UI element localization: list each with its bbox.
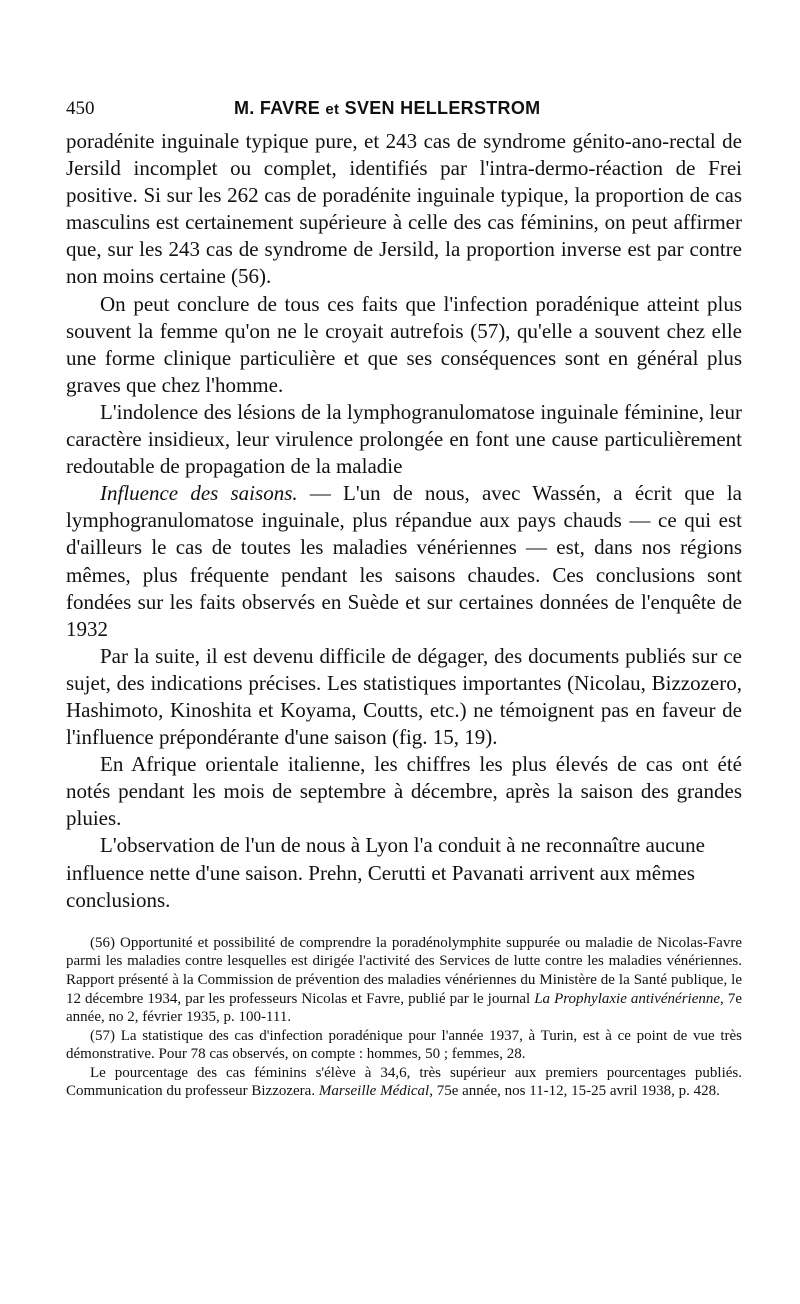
page-header — [66, 92, 742, 128]
footnote-57-cont-text-b: , 75e année, nos 11-12, 15-25 avril 1938, p. 428. — [429, 1083, 720, 1100]
running-title-et: et — [325, 101, 340, 118]
body-text — [66, 128, 742, 914]
footnote-57-cont-text-a: Le pourcentage des cas féminins s'élève à 34,6, très supérieur aux premiers pourcentages publiés. Communication du professeur Bizzozera. — [66, 1064, 742, 1100]
paragraph-4 — [66, 480, 742, 643]
paragraph-7: L'observation de l'un de nous à Lyon l'a conduit à ne reconnaître aucune influence nette d'une saison. Prehn, Cerutti et Pavanati arrivent aux mêmes conclusions. — [66, 833, 705, 912]
footnote-56-text-b: , 7e année, no 2, février 1935, p. 100-111. — [66, 990, 742, 1026]
footnote-57: (57) La statistique des cas d'infection poradénique pour l'année 1937, à Turin, est à ce point de vue très démonstrative. Pour 78 cas observés, on compte : hommes, 50 ; femmes, 28. — [66, 1027, 742, 1063]
footnote-57-continued — [66, 1064, 742, 1101]
paragraph-2: On peut conclure de tous ces faits que l'infection poradénique atteint plus souvent la femme qu'on ne le croyait autrefois (57), qu'elle a souvent chez elle une forme clinique particulière et que ses conséquences sont en général plus graves que chez l'homme. — [66, 291, 742, 397]
page-number: 450 — [66, 98, 95, 119]
running-title-authors-a: M. FAVRE — [234, 98, 321, 118]
footnotes — [66, 934, 742, 1101]
document-page — [66, 92, 742, 1101]
footnote-56-journal-title: La Prophylaxie antivénérienne — [534, 990, 721, 1007]
paragraph-6: En Afrique orientale italienne, les chiffres les plus élevés de cas ont été notés pendant les mois de septembre à décembre, après la saison des grandes pluies. — [66, 752, 742, 831]
footnote-56-text-a: (56) Opportunité et possibilité de comprendre la poradénolymphite suppurée ou maladie de Nicolas-Favre parmi les maladies contre lesquelles est dirigée l'activité des Services de lutte contre les maladies vénériennes. Rapport présenté à la Commission de prévention des maladies vénériennes du Ministère de la Santé publique, le 12 décembre 1934, par les professeurs Nicolas et Favre, publié par le journal — [66, 934, 742, 1007]
footnote-56 — [66, 934, 742, 1027]
running-title-authors-b: SVEN HELLERSTROM — [344, 98, 541, 118]
running-title — [234, 98, 540, 119]
paragraph-5: Par la suite, il est devenu difficile de dégager, des documents publiés sur ce sujet, des indications précises. Les statistiques importantes (Nicolau, Bizzozero, Hashimoto, Kinoshita et Koyama, Coutts, etc.) ne témoignent pas en faveur de l'influence prépondérante d'une saison (fig. 15, 19). — [66, 643, 742, 750]
section-heading-influence-des-saisons: Influence des saisons. — [100, 481, 298, 506]
paragraph-4-text: — L'un de nous, avec Wassén, a écrit que la lymphogranulomatose inguinale, plus répandue aux pays chauds — ce qui est d'ailleurs le cas de toutes les maladies vénériennes — est, dans nos régions mêmes, plus fréquente pendant les saisons chaudes. Ces conclusions sont fondées sur les faits observés en Suède et sur certaines données de l'enquête de 1932 — [66, 481, 742, 641]
footnote-57-journal-title: Marseille Médical — [318, 1083, 430, 1100]
paragraph-3: L'indolence des lésions de la lymphogranulomatose inguinale féminine, leur caractère insidieux, leur virulence prolongée en font une cause particulièrement redoutable de propagation de la maladie — [66, 399, 742, 479]
paragraph-1: poradénite inguinale typique pure, et 243 cas de syndrome génito-ano-rectal de Jersild incomplet ou complet, identifiés par l'intra-dermo-réaction de Frei positive. Si sur les 262 cas de poradénite inguinale typique, la proportion de cas masculins est certainement supérieure à celle des cas féminins, on peut affirmer que, sur les 243 cas de syndrome de Jersild, la proportion inverse est par contre non moins certaine (56). — [66, 129, 742, 289]
